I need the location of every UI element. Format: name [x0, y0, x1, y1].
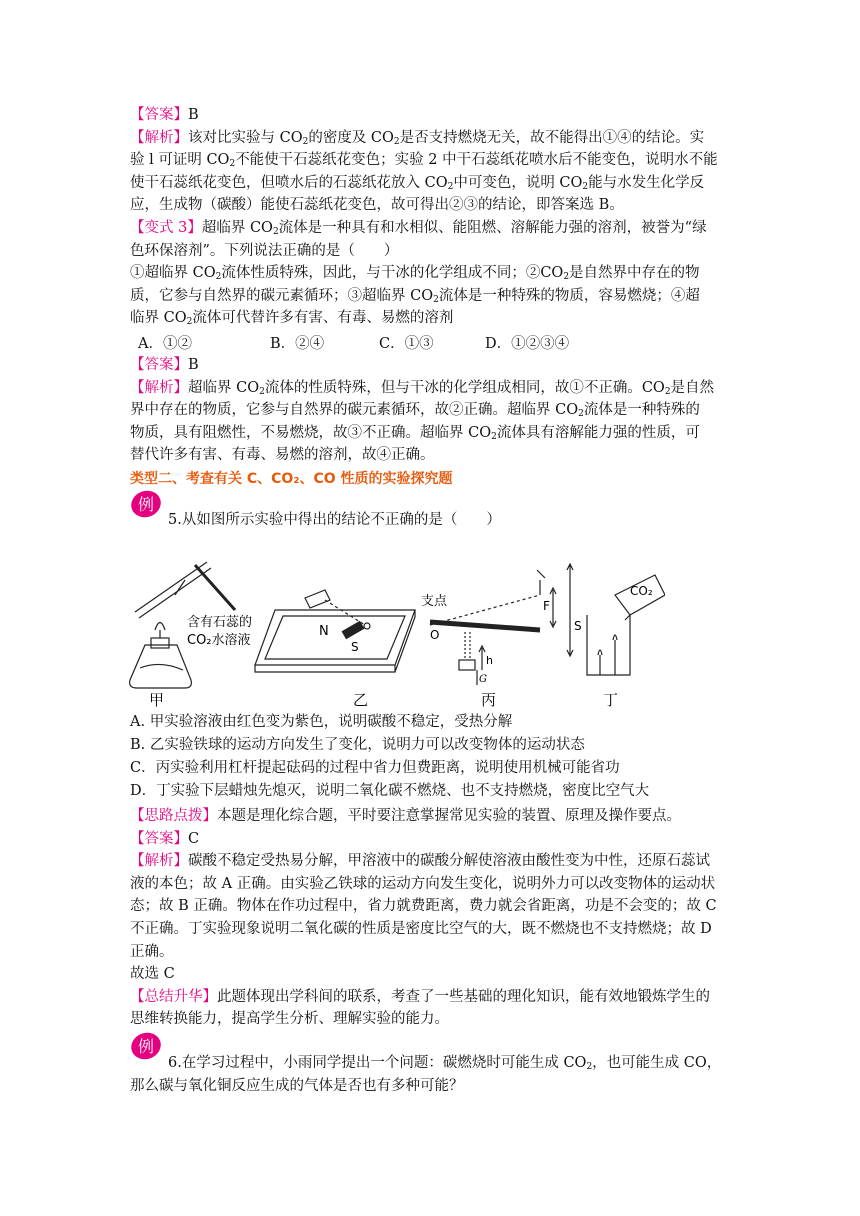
- example-badge: [130, 488, 164, 520]
- q6-line-1: 6.在学习过程中，小雨同学提出一个问题：碳燃烧时可能生成 $CO_2$，也可能生成 CO，: [168, 1055, 722, 1072]
- ding-bottle-label: CO₂: [630, 584, 653, 598]
- section-heading: 类型二、考查有关 C、CO₂、CO 性质的实验探究题: [130, 471, 453, 487]
- lines3-line: 态；故 B 正确。物体在作功过程中，省力就费距离，费力就会省距离，功是不会变的；故 C: [130, 898, 717, 915]
- lines-line: 【变式 3】超临界 $CO_2$流体是一种具有和水相似、能阻燃、溶解能力强的溶剂，被誉为“绿: [130, 220, 707, 237]
- option-d: D．丁实验下层蜡烛先熄灭，说明二氧化碳不燃烧、也不支持燃烧，密度比空气大: [130, 783, 650, 799]
- lines3-line: 不正确。丁实验现象说明二氧化碳的性质是密度比空气的大，既不燃烧也不支持燃烧；故 D: [130, 921, 712, 937]
- q6-line-2: 那么碳与氧化铜反应生成的气体是否也有多种可能？: [130, 1078, 464, 1094]
- lines-line: 质，它参与自然界的碳元素循环；③超临界 $CO_2$流体是一种特殊的物质，容易燃烧；④超: [130, 287, 700, 305]
- caption-yi: 乙: [353, 691, 369, 709]
- lines-line: 临界 $CO_2$流体可代替许多有害、有毒、易燃的溶剂: [130, 310, 454, 328]
- example-badge-2: [130, 1030, 164, 1062]
- lines3-line: 故选 C: [130, 966, 175, 983]
- choice-d: D．①②③④: [485, 336, 570, 352]
- lines3-line: 液的本色；故 A 正确。由实验乙铁球的运动方向发生变化，说明外力可以改变物体的运动状: [130, 875, 716, 892]
- experiment-yi: [255, 590, 415, 672]
- lines2-line: 【解析】超临界 $CO_2$流体的性质特殊，但与干冰的化学组成相同，故①不正确。$CO_2$是自然: [130, 379, 715, 397]
- option-b: B. 乙实验铁球的运动方向发生了变化，说明力可以改变物体的运动状态: [130, 737, 585, 753]
- bing-pivot: 支点: [421, 594, 448, 609]
- yi-n: N: [319, 624, 329, 639]
- bing-o: O: [430, 628, 440, 642]
- lines-line: 【解析】该对比实验与 $CO_2$的密度及 $CO_2$是否支持燃烧无关，故不能得出①④的结论。实: [130, 129, 705, 147]
- lines2-line: 界中存在的物质，它参与自然界的碳元素循环，故②正确。超临界 $CO_2$流体是一种特殊的: [130, 402, 700, 419]
- lines2-line: 【答案】B: [130, 357, 199, 373]
- q5-stem: 5.从如图所示实验中得出的结论不正确的是（ ）: [168, 512, 501, 528]
- bing-g: G: [479, 674, 487, 685]
- lines2-line: 物质，具有阻燃性，不易燃烧，故③不正确。超临界 $CO_2$流体具有溶解能力强的性质，可: [130, 424, 700, 442]
- choice-a: A．①②: [138, 336, 192, 352]
- jia-label: 含有石蕊的: [187, 615, 253, 630]
- jia-label-2: CO₂水溶液: [187, 633, 251, 648]
- lines-line: 应，生成物（碳酸）能使石蕊纸花变色，故可得出②③的结论，即答案选 B。: [130, 197, 624, 214]
- experiment-figure: [125, 560, 665, 710]
- experiment-ding: [587, 575, 665, 675]
- lines-line: ①超临界 $CO_2$流体性质特殊，因此，与干冰的化学组成不同；$②CO_2$是自然界中存在的物: [130, 265, 700, 283]
- lines-line: 验 l 可证明 $CO_2$不能使干石蕊纸花变色；实验 2 中干石蕊纸花喷水后不能变色，说明水不能: [130, 152, 718, 170]
- lines3-line: 思维转换能力，提高学生分析、理解实验的能力。: [130, 1011, 449, 1028]
- caption-jia: 甲: [149, 691, 165, 709]
- lines3-line: 【思路点拨】本题是理化综合题，平时要注意掌握常见实验的装置、原理及操作要点。: [130, 808, 681, 824]
- example-badge-2-text: 例: [137, 1037, 155, 1056]
- bing-f: F: [543, 599, 550, 613]
- example-badge-text: 例: [137, 495, 155, 514]
- lines3-line: 【解析】碳酸不稳定受热易分解，甲溶液中的碳酸分解使溶液由酸性变为中性，还原石蕊试: [130, 853, 710, 870]
- choice-c: C．①③: [379, 336, 434, 352]
- lines-line: 【答案】B: [130, 107, 199, 123]
- yi-s: S: [351, 640, 359, 654]
- lines3-line: 【总结升华】此题体现出学科间的联系，考查了一些基础的理化知识，能有效地锻炼学生的: [130, 988, 710, 1005]
- option-c: C．丙实验利用杠杆提起砝码的过程中省力但费距离，说明使用机械可能省功: [130, 760, 620, 776]
- caption-ding: 丁: [603, 691, 619, 709]
- lines-line: 使干石蕊纸花变色，但喷水后的石蕊纸花放入 $CO_2$中可变色，说明 $CO_2$能与水发生化学反: [130, 174, 705, 192]
- choice-b: B．②④: [270, 336, 325, 352]
- lines3-line: 正确。: [130, 943, 174, 960]
- option-a: A. 甲实验溶液由红色变为紫色，说明碳酸不稳定，受热分解: [130, 714, 513, 730]
- experiment-bing: [430, 564, 573, 685]
- lines3-line: 【答案】C: [130, 830, 200, 847]
- bing-s: S: [574, 619, 582, 633]
- lines2-line: 替代许多有害、有毒、易燃的溶剂，故④正确。: [130, 447, 435, 463]
- bing-h: h: [486, 654, 493, 667]
- lines-line: 色环保溶剂”。下列说法正确的是（ ）: [130, 242, 399, 259]
- caption-bing: 丙: [481, 691, 497, 709]
